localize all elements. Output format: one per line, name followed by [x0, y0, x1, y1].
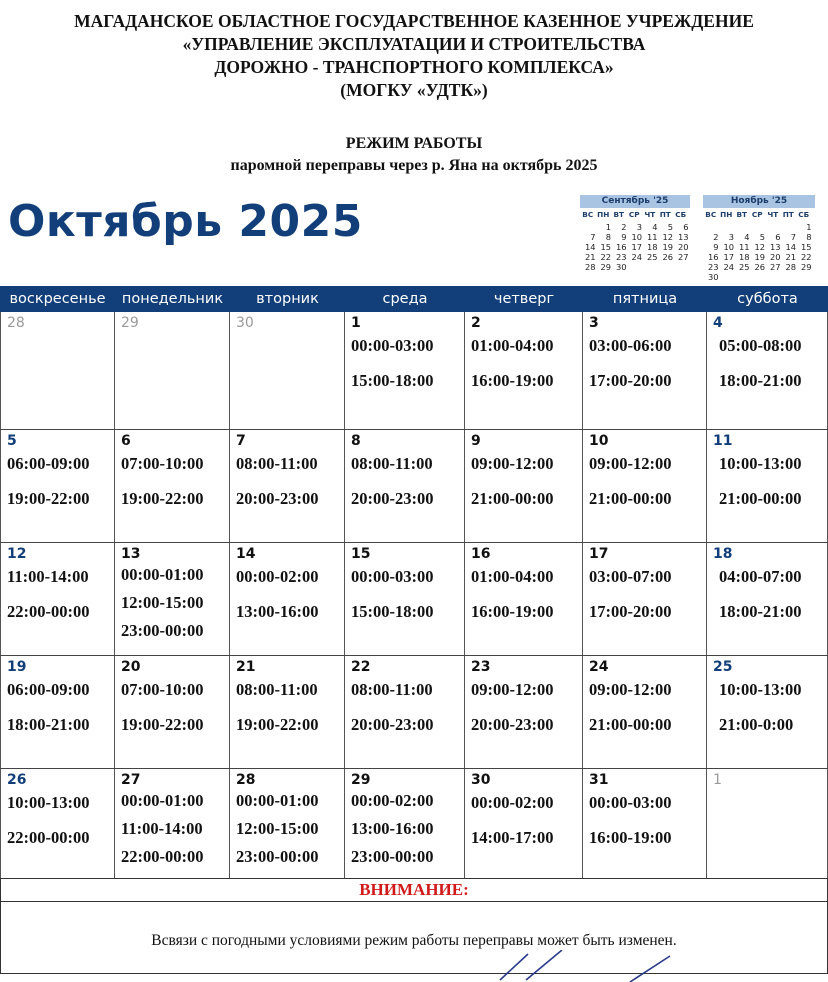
day-cell	[465, 312, 583, 429]
day-number: 3	[589, 315, 599, 331]
week-row	[0, 543, 828, 656]
mini-day: 11	[738, 242, 750, 252]
day-number: 30	[236, 315, 254, 331]
crossing-time-slot: 00:00-02:00	[471, 793, 554, 812]
mini-day: 29	[800, 262, 812, 272]
mini-day: 10	[723, 242, 734, 252]
mini-day	[765, 222, 781, 232]
day-number: 10	[589, 433, 609, 449]
day-cell	[707, 430, 828, 542]
crossing-time-slot: 05:00-08:00	[719, 336, 802, 355]
mini-weekday: ВС	[582, 210, 594, 219]
crossing-time-slot: 07:00-10:00	[121, 680, 204, 699]
org-line-4: (МОГКУ «УДТК»)	[340, 80, 488, 100]
crossing-time-slot: 03:00-07:00	[589, 567, 672, 586]
day-cell	[583, 769, 707, 878]
regime-subtitle: паромной переправы через р. Яна на октябрь 2025	[230, 157, 598, 174]
crossing-time-slot: 13:00-16:00	[351, 819, 434, 838]
day-cell	[465, 656, 583, 768]
mini-calendar-september	[580, 195, 690, 272]
day-number: 25	[713, 659, 733, 675]
day-cell	[115, 312, 230, 429]
mini-calendar-november	[703, 195, 815, 282]
signature-strokes	[480, 950, 700, 982]
crossing-time-slot: 22:00-00:00	[7, 602, 90, 621]
mini-day: 28	[584, 262, 596, 272]
day-number: 19	[7, 659, 27, 675]
crossing-time-slot: 13:00-16:00	[236, 602, 319, 621]
mini-weekday: СБ	[798, 210, 810, 219]
day-cell	[345, 312, 465, 429]
week-row	[0, 769, 828, 879]
mini-day: 1	[806, 222, 812, 232]
mini-day: 1	[605, 222, 611, 232]
attention-box	[0, 878, 828, 974]
mini-day	[734, 222, 750, 232]
mini-weekday: ВС	[705, 210, 717, 219]
mini-weekday: ПТ	[659, 210, 671, 219]
crossing-time-slot: 08:00-11:00	[351, 680, 433, 699]
crossing-time-slot: 12:00-15:00	[236, 819, 319, 838]
crossing-time-slot: 20:00-23:00	[351, 715, 434, 734]
mini-day: 23	[707, 262, 719, 272]
mini-weekday: ПН	[597, 210, 610, 219]
mini-day: 8	[806, 232, 812, 242]
day-cell	[345, 543, 465, 655]
mini-weekday: ПН	[720, 210, 733, 219]
day-number: 30	[471, 772, 491, 788]
mini-day: 12	[754, 242, 765, 252]
day-number: 4	[713, 315, 723, 331]
week-row	[0, 430, 828, 543]
crossing-time-slot: 10:00-13:00	[719, 454, 802, 473]
crossing-time-slot: 14:00-17:00	[471, 828, 554, 847]
day-number: 1	[351, 315, 361, 331]
day-cell	[707, 312, 828, 429]
mini-day: 3	[728, 232, 734, 242]
crossing-time-slot: 08:00-11:00	[236, 680, 318, 699]
mini-day: 27	[677, 252, 689, 262]
mini-day: 30	[707, 272, 719, 282]
mini-calendar-weekdays	[580, 210, 690, 220]
crossing-time-slot: 00:00-01:00	[121, 565, 204, 584]
mini-day: 15	[800, 242, 812, 252]
day-cell	[345, 769, 465, 878]
regime-heading	[0, 133, 828, 177]
mini-weekday: ПТ	[782, 210, 794, 219]
crossing-time-slot: 19:00-22:00	[236, 715, 319, 734]
crossing-time-slot: 01:00-04:00	[471, 336, 554, 355]
mini-day: 30	[615, 262, 627, 272]
mini-day: 4	[744, 232, 750, 242]
mini-day	[580, 222, 596, 232]
weekday-0: воскресенье	[9, 291, 106, 307]
day-number: 28	[236, 772, 256, 788]
crossing-time-slot: 23:00-00:00	[351, 847, 434, 866]
crossing-time-slot: 21:00-00:00	[471, 489, 554, 508]
crossing-time-slot: 06:00-09:00	[7, 454, 90, 473]
crossing-time-slot: 01:00-04:00	[471, 567, 554, 586]
crossing-time-slot: 09:00-12:00	[471, 680, 554, 699]
day-cell	[583, 430, 707, 542]
october-calendar	[0, 286, 828, 879]
day-number: 31	[589, 772, 609, 788]
crossing-time-slot: 09:00-12:00	[589, 454, 672, 473]
day-number: 1	[713, 772, 722, 788]
organization-header	[0, 10, 828, 102]
crossing-time-slot: 00:00-01:00	[121, 791, 204, 810]
crossing-time-slot: 08:00-11:00	[236, 454, 318, 473]
attention-text: Всвязи с погодными условиями режим работы переправы может быть изменен.	[151, 932, 677, 949]
day-number: 27	[121, 772, 141, 788]
day-cell	[230, 656, 345, 768]
mini-day: 25	[646, 252, 658, 262]
day-cell	[230, 430, 345, 542]
crossing-time-slot: 20:00-23:00	[236, 489, 319, 508]
crossing-time-slot: 11:00-14:00	[7, 567, 89, 586]
crossing-time-slot: 18:00-21:00	[7, 715, 90, 734]
calendar-weeks	[0, 312, 828, 879]
mini-day: 17	[723, 252, 734, 262]
day-number: 28	[7, 315, 25, 331]
mini-day: 6	[683, 222, 689, 232]
day-number: 15	[351, 546, 371, 562]
day-cell	[465, 543, 583, 655]
mini-day: 27	[769, 262, 781, 272]
day-number: 29	[121, 315, 139, 331]
mini-day: 26	[662, 252, 673, 262]
crossing-time-slot: 20:00-23:00	[351, 489, 434, 508]
day-cell	[583, 656, 707, 768]
mini-calendar-title: Сентябрь '25	[580, 195, 690, 208]
mini-calendar-weekdays	[703, 210, 815, 220]
day-number: 24	[589, 659, 609, 675]
mini-weekday: СР	[751, 210, 763, 219]
day-number: 8	[351, 433, 361, 449]
day-cell	[230, 543, 345, 655]
day-cell	[707, 543, 828, 655]
day-number: 9	[471, 433, 481, 449]
mini-day: 10	[631, 232, 642, 242]
crossing-time-slot: 00:00-03:00	[351, 567, 434, 586]
day-cell	[345, 430, 465, 542]
crossing-time-slot: 19:00-22:00	[7, 489, 90, 508]
crossing-time-slot: 17:00-20:00	[589, 371, 672, 390]
crossing-time-slot: 06:00-09:00	[7, 680, 90, 699]
day-cell	[707, 656, 828, 768]
weekday-6: суббота	[737, 291, 798, 307]
mini-day	[703, 222, 719, 232]
day-cell	[583, 543, 707, 655]
day-cell	[583, 312, 707, 429]
crossing-time-slot: 16:00-19:00	[589, 828, 672, 847]
mini-day: 7	[590, 232, 596, 242]
day-cell	[345, 656, 465, 768]
mini-day: 5	[667, 222, 673, 232]
mini-day: 3	[636, 222, 642, 232]
mini-day: 24	[631, 252, 642, 262]
mini-calendar-days	[703, 222, 815, 282]
crossing-time-slot: 07:00-10:00	[121, 454, 204, 473]
day-number: 5	[7, 433, 17, 449]
crossing-time-slot: 21:00-00:00	[719, 489, 802, 508]
mini-day: 23	[615, 252, 627, 262]
mini-day: 15	[600, 242, 611, 252]
mini-day: 2	[621, 222, 627, 232]
day-number: 13	[121, 546, 141, 562]
crossing-time-slot: 04:00-07:00	[719, 567, 802, 586]
day-cell	[0, 312, 115, 429]
mini-day: 14	[584, 242, 596, 252]
org-line-1: МАГАДАНСКОЕ ОБЛАСТНОЕ ГОСУДАРСТВЕННОЕ КАЗЕННОЕ УЧРЕЖДЕНИЕ	[74, 11, 754, 31]
crossing-time-slot: 21:00-00:00	[589, 715, 672, 734]
day-number: 12	[7, 546, 27, 562]
mini-weekday: ВТ	[613, 210, 625, 219]
mini-day: 2	[713, 232, 719, 242]
crossing-time-slot: 15:00-18:00	[351, 602, 434, 621]
mini-day: 16	[615, 242, 627, 252]
day-cell	[115, 656, 230, 768]
day-number: 16	[471, 546, 491, 562]
weekday-5: пятница	[612, 291, 678, 307]
mini-day: 4	[652, 222, 658, 232]
day-cell	[115, 430, 230, 542]
month-title: Октябрь 2025	[8, 196, 363, 247]
day-number: 21	[236, 659, 256, 675]
crossing-time-slot: 21:00-0:00	[719, 715, 794, 734]
mini-day: 24	[723, 262, 734, 272]
crossing-time-slot: 22:00-00:00	[121, 847, 204, 866]
week-row	[0, 656, 828, 769]
weekday-4: четверг	[493, 291, 555, 307]
day-cell	[115, 543, 230, 655]
day-cell	[0, 769, 115, 878]
day-number: 20	[121, 659, 141, 675]
mini-day: 9	[713, 242, 719, 252]
crossing-time-slot: 19:00-22:00	[121, 489, 204, 508]
day-number: 2	[471, 315, 481, 331]
crossing-time-slot: 21:00-00:00	[589, 489, 672, 508]
day-cell	[707, 769, 828, 878]
day-cell	[465, 430, 583, 542]
org-line-3: ДОРОЖНО - ТРАНСПОРТНОГО КОМПЛЕКСА»	[214, 57, 614, 77]
mini-day: 20	[769, 252, 781, 262]
day-cell	[0, 656, 115, 768]
mini-day: 17	[631, 242, 642, 252]
day-number: 7	[236, 433, 246, 449]
mini-weekday: СБ	[675, 210, 687, 219]
crossing-time-slot: 18:00-21:00	[719, 602, 802, 621]
mini-day: 6	[775, 232, 781, 242]
mini-day	[750, 222, 766, 232]
mini-day	[781, 222, 797, 232]
mini-day: 7	[790, 232, 796, 242]
mini-day: 18	[738, 252, 750, 262]
crossing-time-slot: 22:00-00:00	[7, 828, 90, 847]
crossing-time-slot: 00:00-03:00	[351, 336, 434, 355]
day-number: 18	[713, 546, 733, 562]
attention-label: ВНИМАНИЕ:	[1, 879, 827, 902]
mini-day: 22	[800, 252, 812, 262]
crossing-time-slot: 00:00-03:00	[589, 793, 672, 812]
mini-day: 9	[621, 232, 627, 242]
mini-day: 20	[677, 242, 689, 252]
crossing-time-slot: 16:00-19:00	[471, 371, 554, 390]
mini-day: 25	[738, 262, 750, 272]
crossing-time-slot: 15:00-18:00	[351, 371, 434, 390]
weekday-1: понедельник	[121, 291, 224, 307]
crossing-time-slot: 00:00-02:00	[236, 567, 319, 586]
day-cell	[230, 312, 345, 429]
day-number: 23	[471, 659, 491, 675]
mini-day: 29	[600, 262, 611, 272]
crossing-time-slot: 10:00-13:00	[719, 680, 802, 699]
mini-weekday: СР	[628, 210, 640, 219]
week-row	[0, 312, 828, 430]
mini-day	[719, 222, 735, 232]
weekday-2: вторник	[256, 291, 319, 307]
crossing-time-slot: 03:00-06:00	[589, 336, 672, 355]
weekday-3: среда	[382, 291, 428, 307]
mini-day: 14	[785, 242, 796, 252]
crossing-time-slot: 12:00-15:00	[121, 593, 204, 612]
mini-day: 22	[600, 252, 611, 262]
day-cell	[230, 769, 345, 878]
mini-day: 12	[662, 232, 673, 242]
day-number: 11	[713, 433, 733, 449]
crossing-time-slot: 19:00-22:00	[121, 715, 204, 734]
day-number: 14	[236, 546, 256, 562]
crossing-time-slot: 09:00-12:00	[589, 680, 672, 699]
crossing-time-slot: 18:00-21:00	[719, 371, 802, 390]
mini-day: 26	[754, 262, 765, 272]
day-cell	[0, 543, 115, 655]
crossing-time-slot: 10:00-13:00	[7, 793, 90, 812]
org-line-2: «УПРАВЛЕНИЕ ЭКСПЛУАТАЦИИ И СТРОИТЕЛЬСТВА	[182, 34, 646, 54]
day-number: 22	[351, 659, 371, 675]
day-number: 17	[589, 546, 609, 562]
mini-calendar-title: Ноябрь '25	[703, 195, 815, 208]
crossing-time-slot: 00:00-01:00	[236, 791, 319, 810]
crossing-time-slot: 23:00-00:00	[121, 621, 204, 640]
crossing-time-slot: 20:00-23:00	[471, 715, 554, 734]
mini-weekday: ВТ	[736, 210, 748, 219]
crossing-time-slot: 16:00-19:00	[471, 602, 554, 621]
mini-weekday: ЧТ	[644, 210, 656, 219]
day-number: 29	[351, 772, 371, 788]
day-cell	[115, 769, 230, 878]
crossing-time-slot: 08:00-11:00	[351, 454, 433, 473]
mini-day: 13	[769, 242, 781, 252]
day-number: 26	[7, 772, 27, 788]
mini-day: 5	[759, 232, 765, 242]
mini-calendar-days	[580, 222, 690, 272]
mini-day: 13	[677, 232, 689, 242]
mini-day: 21	[584, 252, 596, 262]
mini-weekday: ЧТ	[767, 210, 779, 219]
day-cell	[465, 769, 583, 878]
regime-title: РЕЖИМ РАБОТЫ	[345, 135, 483, 152]
mini-day: 19	[662, 242, 673, 252]
crossing-time-slot: 17:00-20:00	[589, 602, 672, 621]
mini-day: 18	[646, 242, 658, 252]
mini-day: 8	[605, 232, 611, 242]
weekday-header	[0, 286, 828, 312]
day-cell	[0, 430, 115, 542]
crossing-time-slot: 09:00-12:00	[471, 454, 554, 473]
mini-day: 11	[646, 232, 658, 242]
mini-day: 21	[785, 252, 796, 262]
crossing-time-slot: 11:00-14:00	[121, 819, 203, 838]
crossing-time-slot: 00:00-02:00	[351, 791, 434, 810]
mini-day: 28	[785, 262, 796, 272]
mini-day: 16	[707, 252, 719, 262]
crossing-time-slot: 23:00-00:00	[236, 847, 319, 866]
day-number: 6	[121, 433, 131, 449]
mini-day: 19	[754, 252, 765, 262]
